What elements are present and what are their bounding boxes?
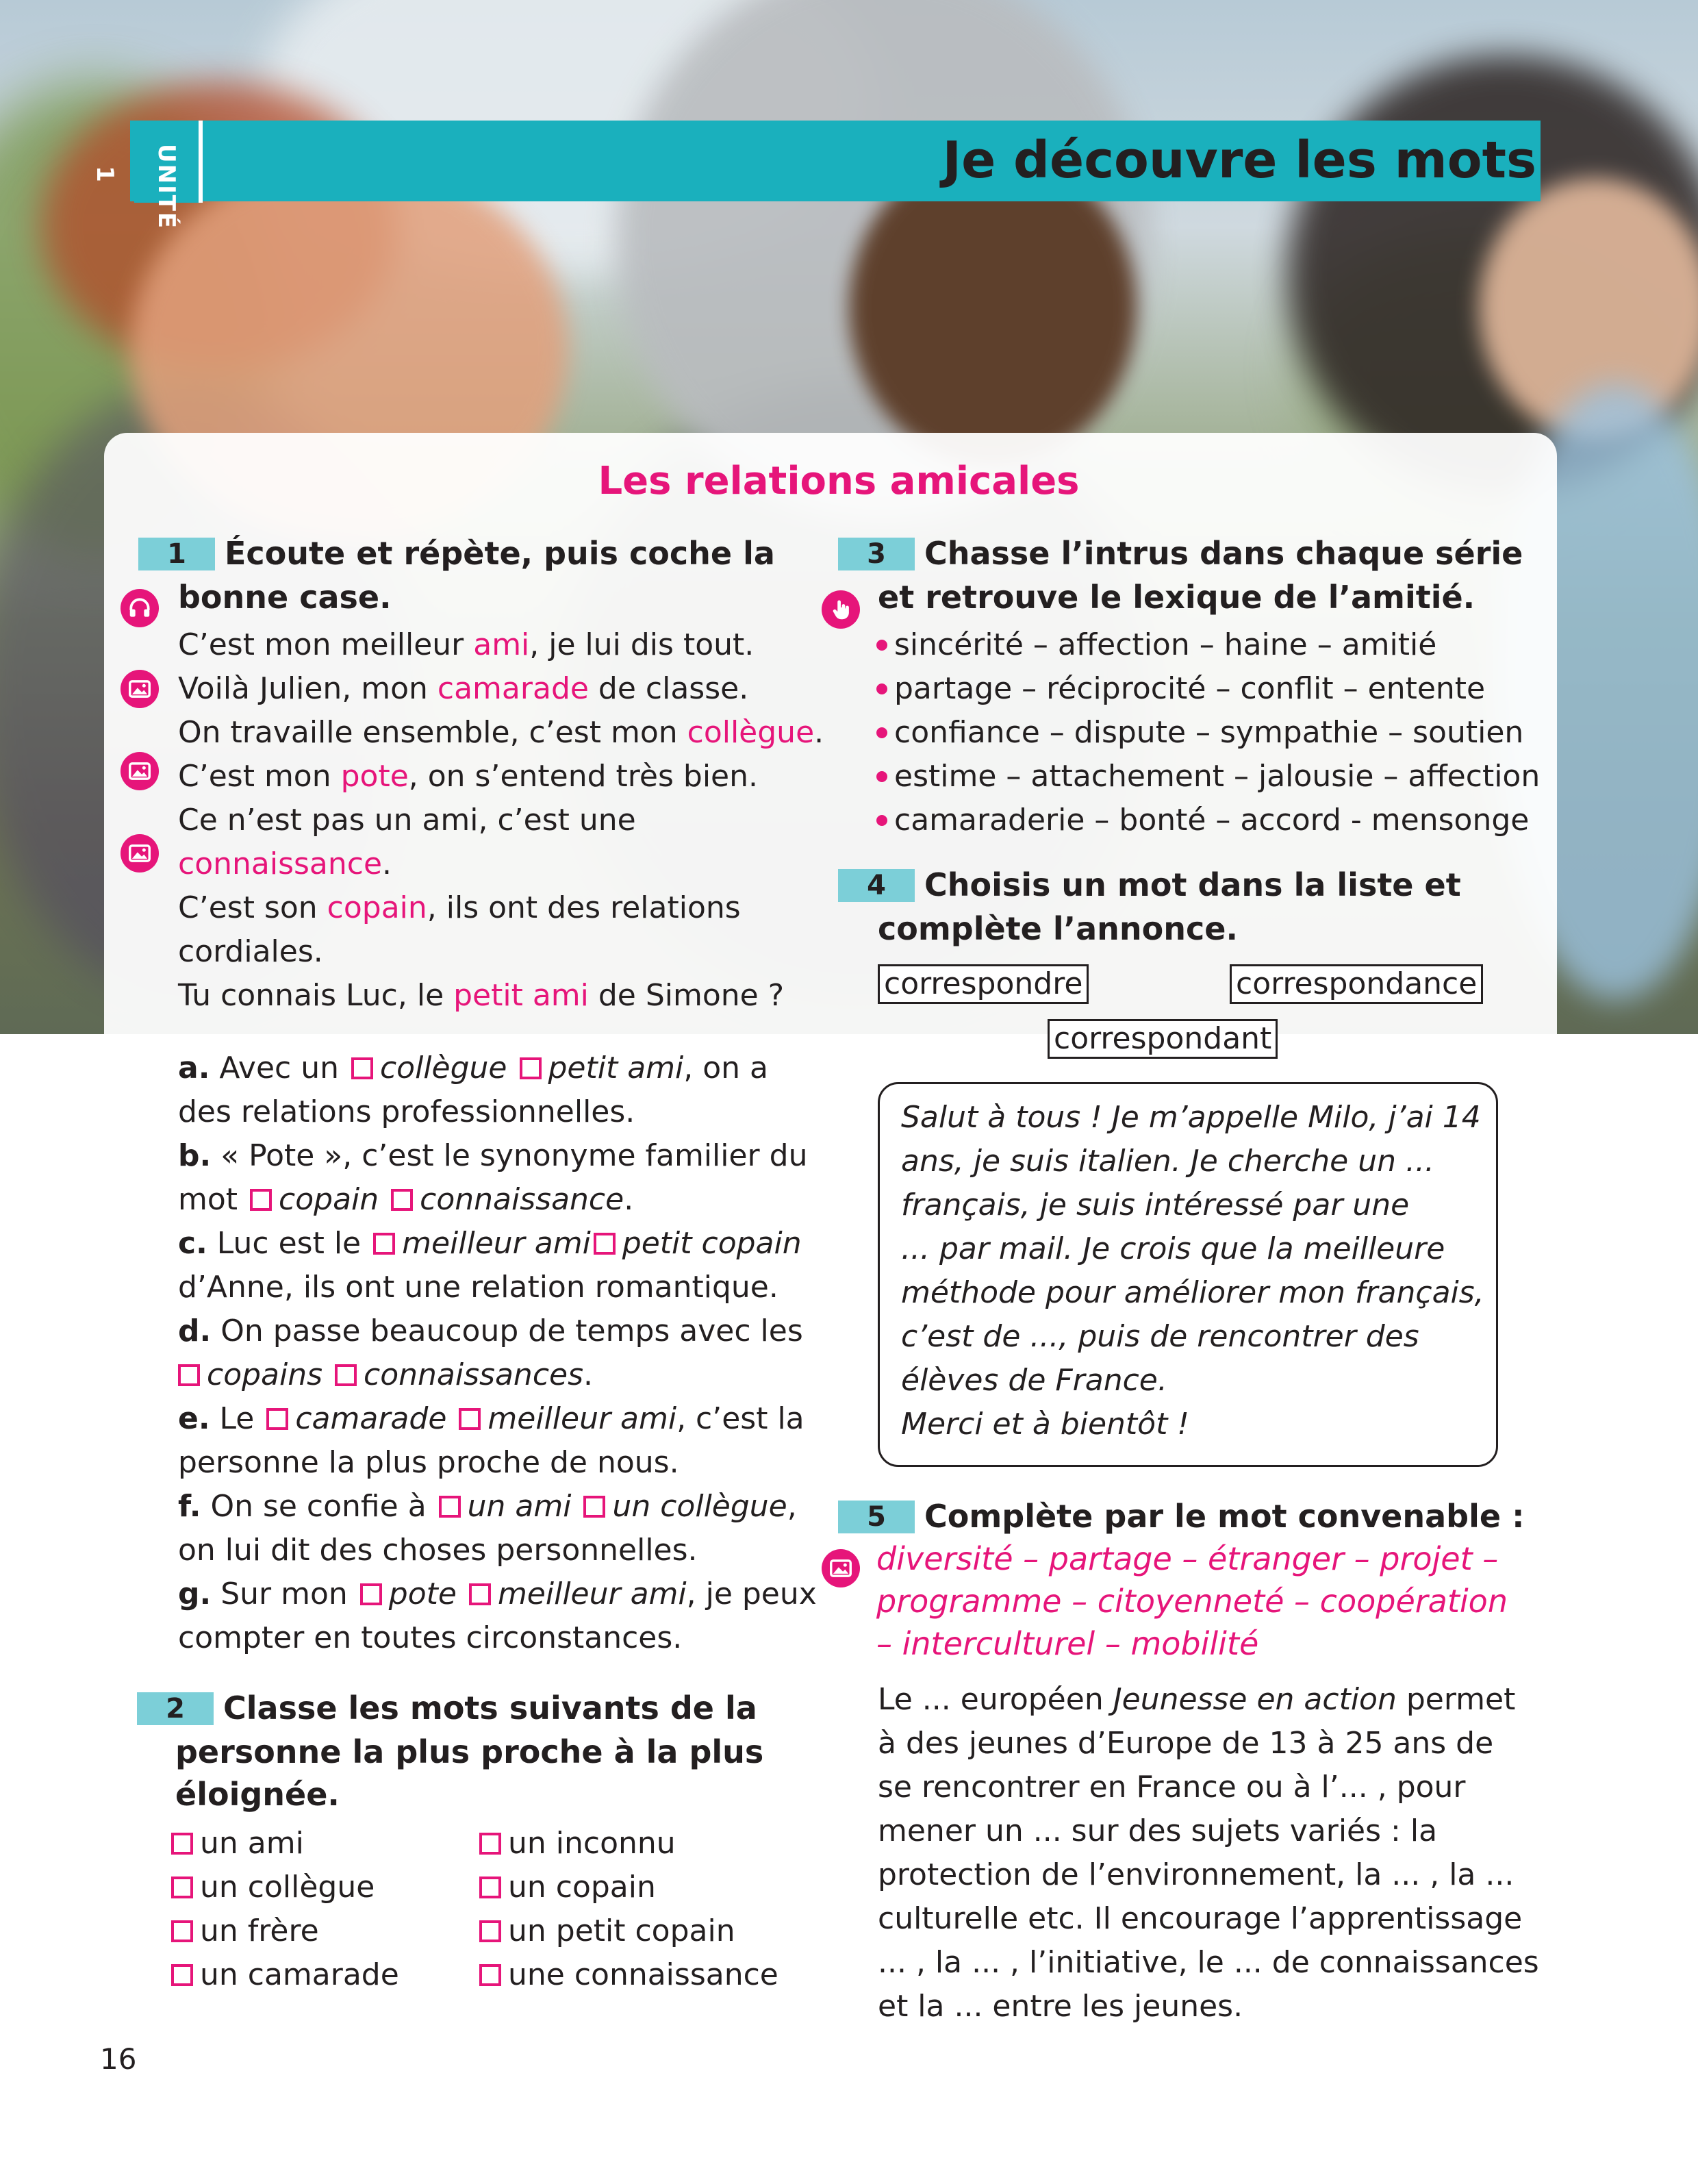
ex1-title-line2: bonne case. (178, 579, 392, 616)
ex1-title: 1 Écoute et répète, puis coche la (138, 531, 775, 575)
ex1-question-e-line2: personne la plus proche de nous. (178, 1445, 679, 1480)
ex3-number: 3 (838, 538, 915, 570)
ex1-sentence: C’est son copain, ils ont des relations (178, 890, 741, 925)
ex1-question-e: e. Le camarade meilleur ami, c’est la (178, 1401, 804, 1436)
ex3-title-line2: et retrouve le lexique de l’amitié. (878, 579, 1475, 616)
ex2-option[interactable]: un petit copain (477, 1909, 735, 1953)
word-choice[interactable]: correspondance (1230, 964, 1483, 1004)
ex1-question-g-line2: compter en toutes circonstances. (178, 1620, 683, 1655)
ex1-sentence: Tu connais Luc, le petit ami de Simone ? (178, 978, 785, 1013)
ex1-question-f-line2: on lui dit des choses personnelles. (178, 1533, 698, 1568)
checkbox[interactable] (583, 1496, 605, 1518)
ex4-title: 4 Choisis un mot dans la liste et (838, 863, 1461, 907)
annonce-line: Salut à tous ! Je m’appelle Milo, j’ai 14 (901, 1100, 1481, 1135)
annonce-line: méthode pour améliorer mon français, (901, 1275, 1484, 1310)
ex1-sentence: C’est mon pote, on s’entend très bien. (178, 759, 758, 794)
ex5-title: 5 Complète par le mot convenable : (838, 1494, 1524, 1538)
unit-label: UNITÉ 1 (91, 144, 180, 230)
section-title: Les relations amicales (598, 459, 1080, 503)
ex5-word-list: – interculturel – mobilité (876, 1625, 1259, 1662)
checkbox[interactable] (459, 1408, 481, 1430)
checkbox[interactable] (360, 1583, 382, 1605)
ex1-question-c-line2: d’Anne, ils ont une relation romantique. (178, 1270, 778, 1305)
annonce-line: ... par mail. Je crois que la meilleure (901, 1231, 1445, 1266)
ex1-sentence: connaissance. (178, 846, 392, 881)
hand-pointer-icon[interactable] (822, 590, 860, 629)
ex2-number: 2 (137, 1692, 214, 1725)
ex2-option[interactable]: un ami (168, 1822, 304, 1866)
checkbox[interactable] (520, 1057, 542, 1079)
ex2-title-line3: éloignée. (175, 1776, 340, 1813)
ex2-option[interactable]: un camarade (168, 1953, 399, 1997)
ex2-title: 2 Classe les mots suivants de la (137, 1686, 757, 1730)
ex1-sentence: cordiales. (178, 934, 323, 969)
ex5-text-line: mener un ... sur des sujets variés : la (878, 1813, 1438, 1848)
ex1-question-a-line2: des relations professionnelles. (178, 1094, 635, 1129)
annonce-line: c’est de ..., puis de rencontrer des (901, 1319, 1419, 1354)
ex2-option[interactable]: une connaissance (477, 1953, 778, 1997)
ex1-sentence: Voilà Julien, mon camarade de classe. (178, 671, 749, 706)
ex3-series: partage – réciprocité – conflit – entente (876, 667, 1485, 711)
ex2-option[interactable]: un frère (168, 1909, 319, 1953)
ex1-sentence: C’est mon meilleur ami, je lui dis tout. (178, 627, 755, 662)
ex3-series: confiance – dispute – sympathie – soutien (876, 711, 1523, 755)
ex2-title-line2: personne la plus proche à la plus (175, 1733, 764, 1770)
checkbox[interactable] (266, 1408, 288, 1430)
annonce-line: ans, je suis italien. Je cherche un ... (901, 1144, 1434, 1179)
ex1-question-d: d. On passe beaucoup de temps avec les (178, 1314, 803, 1348)
image-icon[interactable] (121, 670, 159, 708)
ex5-text-line: ... , la ... , l’initiative, le ... de connaissances (878, 1945, 1539, 1980)
ex4-number: 4 (838, 869, 915, 902)
checkbox[interactable] (594, 1233, 616, 1255)
ex3-series: estime – attachement – jalousie – affection (876, 755, 1540, 799)
ex5-text-line: Le ... européen Jeunesse en action permet (878, 1682, 1516, 1717)
ex1-sentence: Ce n’est pas un ami, c’est une (178, 803, 636, 838)
checkbox[interactable] (469, 1583, 491, 1605)
checkbox[interactable] (439, 1496, 461, 1518)
ex2-option[interactable]: un copain (477, 1866, 656, 1909)
ex1-question-g: g. Sur mon pote meilleur ami, je peux (178, 1577, 817, 1611)
ex1-question-b: b. « Pote », c’est le synonyme familier du (178, 1138, 808, 1173)
checkbox[interactable] (250, 1189, 272, 1211)
annonce-line: français, je suis intéressé par une (901, 1188, 1410, 1222)
ex2-option[interactable]: un collègue (168, 1866, 375, 1909)
ex3-title: 3 Chasse l’intrus dans chaque série (838, 531, 1523, 575)
page-number: 16 (100, 2042, 137, 2076)
ex5-word-list: diversité – partage – étranger – projet – (876, 1540, 1499, 1577)
checkbox[interactable] (335, 1364, 357, 1386)
ex5-text-line: et la ... entre les jeunes. (878, 1989, 1243, 2024)
ex5-text-line: se rencontrer en France ou à l’... , pour (878, 1770, 1466, 1805)
ex1-question-d-line2: copains connaissances. (175, 1353, 593, 1397)
checkbox[interactable] (351, 1057, 373, 1079)
ex3-series: camaraderie – bonté – accord - mensonge (876, 799, 1529, 842)
checkbox[interactable] (391, 1189, 413, 1211)
ex1-question-f: f. On se confie à un ami un collègue, (178, 1489, 797, 1524)
headphones-icon[interactable] (121, 589, 159, 627)
ex3-series: sincérité – affection – haine – amitié (876, 623, 1436, 667)
ex5-text-line: culturelle etc. Il encourage l’apprentissage (878, 1901, 1523, 1936)
ex2-option[interactable]: un inconnu (477, 1822, 676, 1866)
ex5-word-list: programme – citoyenneté – coopération (876, 1583, 1508, 1620)
image-icon[interactable] (121, 752, 159, 790)
ex5-number: 5 (838, 1501, 915, 1533)
annonce-line: Merci et à bientôt ! (901, 1407, 1189, 1442)
checkbox[interactable] (373, 1233, 395, 1255)
ex1-number: 1 (138, 538, 215, 570)
ex5-text-line: à des jeunes d’Europe de 13 à 25 ans de (878, 1726, 1494, 1761)
word-choice[interactable]: correspondre (878, 964, 1089, 1004)
ex1-sentence: On travaille ensemble, c’est mon collègue. (178, 715, 824, 750)
checkbox[interactable] (178, 1364, 200, 1386)
word-choice[interactable]: correspondant (1048, 1019, 1278, 1059)
ex1-question-a: a. Avec un collègue petit ami, on a (178, 1051, 768, 1085)
image-icon[interactable] (822, 1549, 860, 1587)
ex5-text-line: protection de l’environnement, la ... , la ... (878, 1857, 1515, 1892)
ex1-question-c: c. Luc est le meilleur ami petit copain (178, 1226, 802, 1261)
ex1-question-b-line2: mot copain connaissance. (178, 1182, 634, 1217)
image-icon[interactable] (121, 834, 159, 873)
page-title: Je découvre les mots (942, 131, 1536, 190)
ex4-title-line2: complète l’annonce. (878, 910, 1238, 947)
annonce-line: élèves de France. (901, 1363, 1167, 1398)
